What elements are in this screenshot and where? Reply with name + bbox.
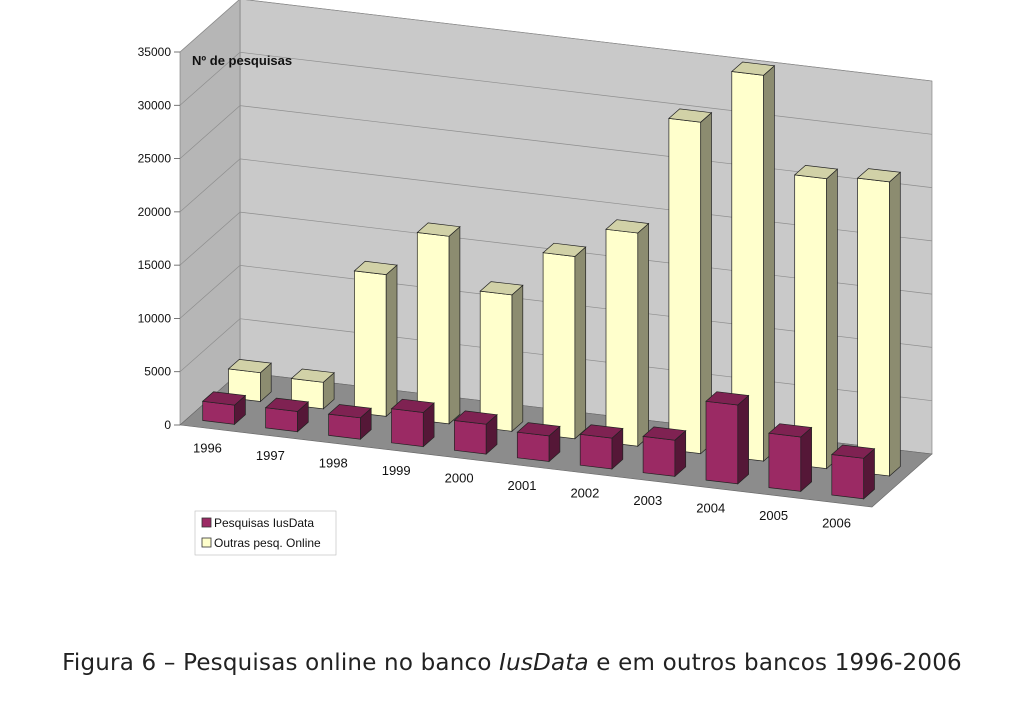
x-tick-label: 2000 [444, 470, 474, 486]
y-axis-label: Nº de pesquisas [192, 53, 293, 68]
x-tick-label: 1997 [255, 448, 285, 464]
bar-iusdata [643, 427, 686, 477]
bar-iusdata [203, 392, 246, 425]
bar-front [329, 414, 361, 439]
legend-swatch-outras [202, 538, 211, 547]
y-tick-label: 30000 [137, 98, 171, 113]
bar-side [827, 169, 838, 469]
bar-front [858, 178, 890, 476]
bar-outras [795, 165, 838, 468]
bar-iusdata [580, 425, 623, 469]
bar-iusdata [454, 411, 497, 454]
bar-front [517, 432, 549, 461]
bar-side [890, 172, 901, 476]
bar-front [543, 253, 575, 439]
bar-outras [417, 223, 460, 424]
bar-outras [606, 220, 649, 447]
bar-iusdata [769, 424, 812, 492]
bar-front [606, 229, 638, 446]
caption-text-emphasis: IusData [499, 650, 589, 676]
legend-label-outras: Outras pesq. Online [214, 536, 321, 550]
bar-front [643, 436, 675, 476]
bar-side [638, 224, 649, 447]
bar-side [386, 265, 397, 416]
bar-front [266, 408, 298, 432]
x-tick-label: 2004 [696, 500, 726, 516]
x-tick-label: 2003 [633, 492, 663, 508]
x-tick-label: 1996 [192, 440, 222, 456]
bar-front [795, 175, 827, 469]
bar-front [354, 271, 386, 417]
bar-outras [480, 282, 523, 432]
bar-iusdata [832, 445, 875, 499]
bar-outras [669, 109, 712, 454]
bar-side [575, 247, 586, 439]
y-tick-label: 10000 [137, 311, 171, 326]
y-tick-label: 35000 [137, 45, 171, 59]
legend-label-iusdata: Pesquisas IusData [214, 516, 315, 530]
bar-outras [543, 243, 586, 439]
y-tick-label: 20000 [137, 204, 171, 219]
figure-caption [0, 650, 1024, 676]
bar-side [512, 285, 523, 431]
bar-front [769, 433, 801, 491]
legend-swatch-iusdata [202, 518, 211, 527]
bar-iusdata [329, 405, 372, 440]
bar-outras [858, 169, 901, 476]
x-tick-label: 1999 [381, 463, 411, 479]
bar-iusdata [517, 423, 560, 462]
legend [195, 511, 336, 555]
bar-side [764, 66, 775, 461]
bar-iusdata [266, 398, 309, 432]
bar-side [738, 396, 749, 484]
caption-text-end: e em outros bancos 1996-2006 [588, 650, 962, 676]
bar-iusdata [392, 399, 435, 446]
bar-front [580, 434, 612, 469]
bar-side [801, 428, 812, 492]
bar-front [480, 291, 512, 431]
x-tick-label: 2002 [570, 485, 600, 501]
y-tick-label: 5000 [144, 364, 171, 379]
y-tick-label: 15000 [137, 258, 171, 273]
bar-front [706, 401, 738, 484]
bar-side [449, 227, 460, 424]
bar-front [832, 455, 864, 499]
bar-front [392, 409, 424, 447]
bar-outras [354, 261, 397, 416]
bar-front [417, 233, 449, 424]
y-tick-label: 25000 [137, 151, 171, 166]
bar-front [454, 421, 486, 455]
x-tick-label: 2006 [822, 515, 852, 531]
bar-front [669, 118, 701, 453]
x-tick-label: 1998 [318, 455, 348, 471]
x-tick-label: 2005 [759, 507, 789, 523]
y-axis-ticks [138, 45, 172, 432]
bar-iusdata [706, 392, 749, 484]
caption-text-start: Figura 6 – Pesquisas online no banco [62, 650, 500, 676]
x-tick-label: 2001 [507, 478, 537, 493]
y-tick-label: 0 [164, 418, 171, 432]
